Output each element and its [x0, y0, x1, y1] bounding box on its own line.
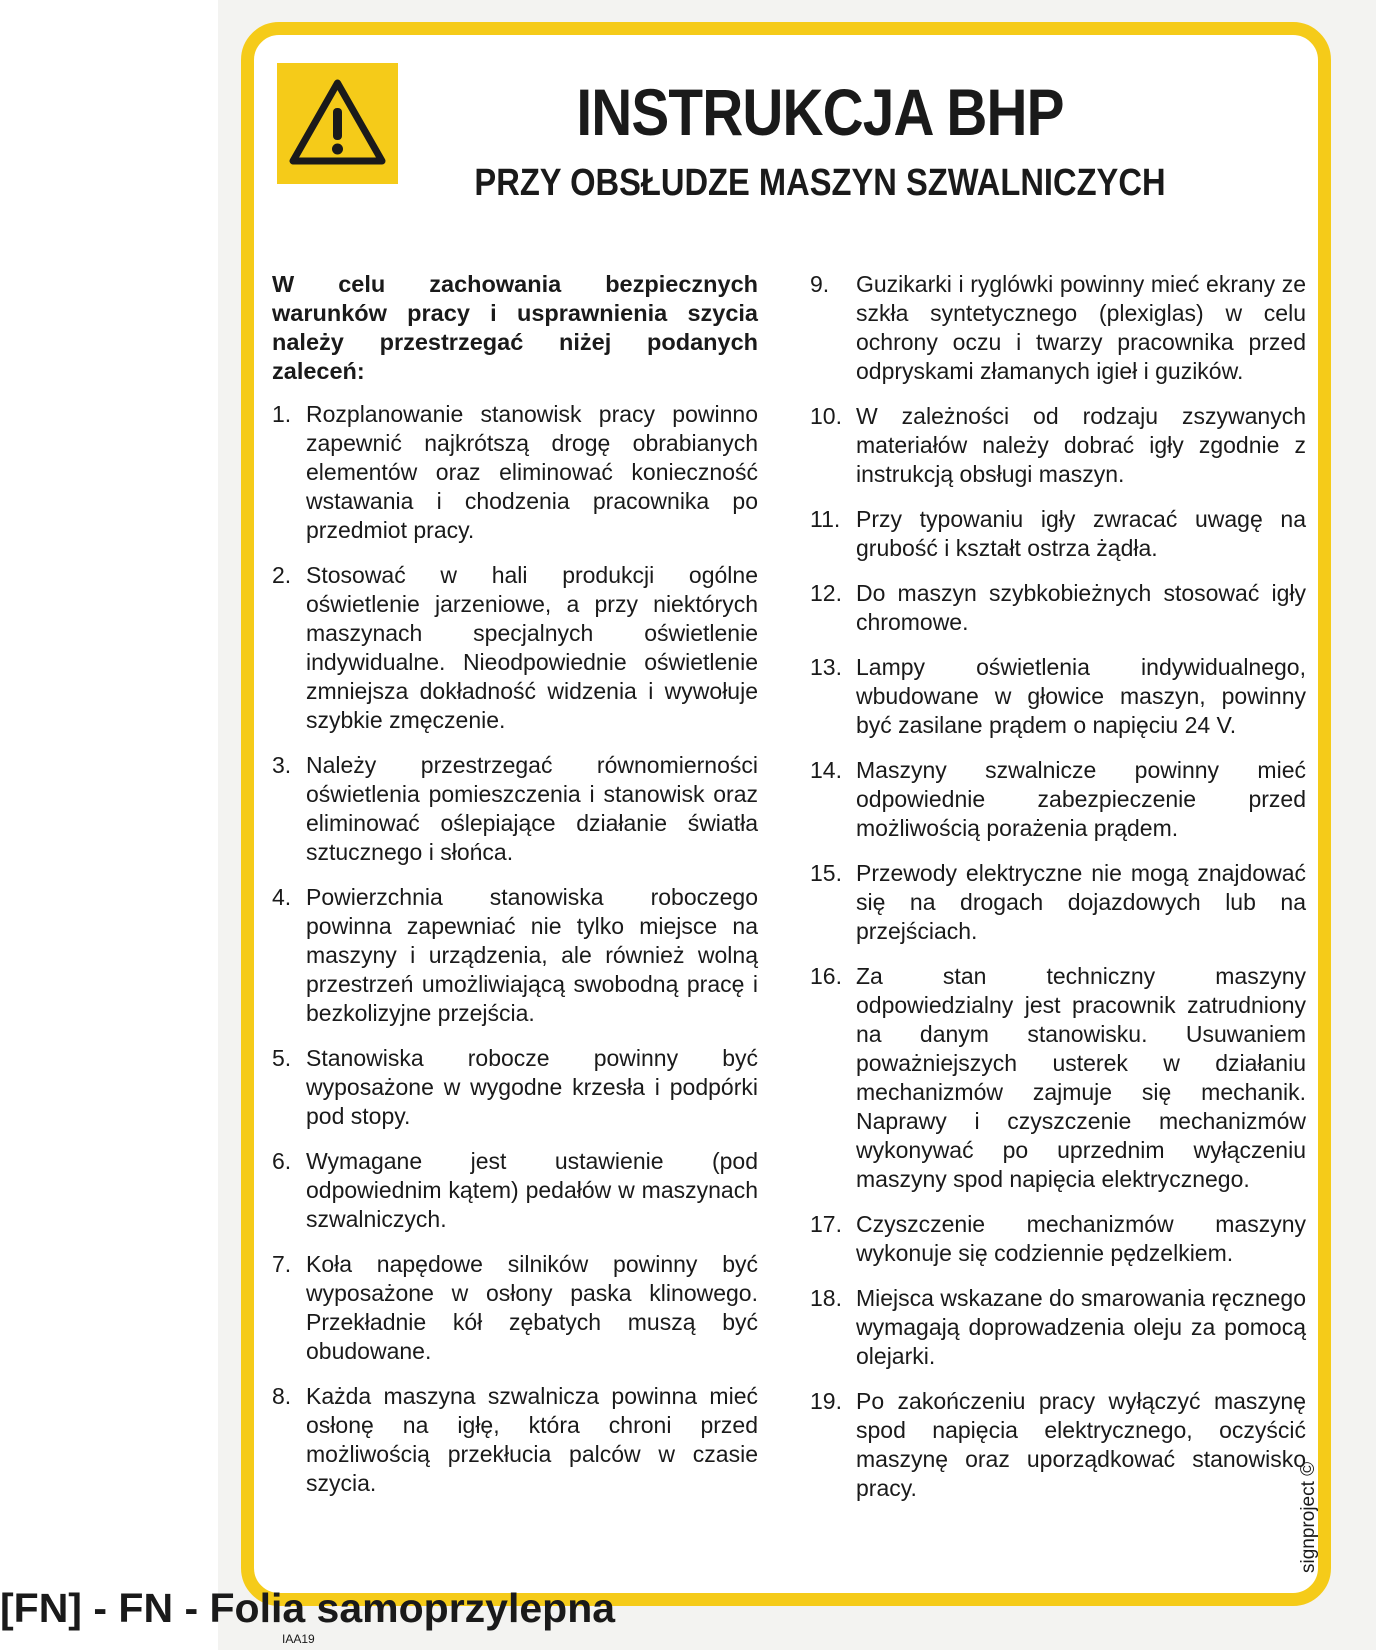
item-text: Powierzchnia stanowiska roboczego powinna zapewniać nie tylko miejsce na maszyny i urządzenia, ale również wolną przestrzeń umożliwiającą swobodną pracę i bezkolizyjne przejścia.: [306, 884, 758, 1026]
list-item: [810, 1210, 1306, 1268]
item-number: 12.: [810, 580, 842, 606]
list-item: [810, 579, 1306, 637]
item-number: 13.: [810, 654, 842, 680]
item-text: W zależności od rodzaju zszywanych materiałów należy dobrać igły zgodnie z instrukcją obsługi maszyn.: [856, 403, 1306, 487]
list-item: [272, 1382, 758, 1498]
item-number: 2.: [272, 562, 292, 588]
item-text: Za stan techniczny maszyny odpowiedzialny jest pracownik zatrudniony na danym stanowisku. Usuwaniem poważniejszych usterek w działaniu mechanizmów zajmuje się mechanik. Naprawy i czyszczenie mechanizmów wykonywać po uprzednim wyłączeniu maszyny spod napięcia elektrycznego.: [856, 963, 1306, 1192]
item-text: Koła napędowe silników powinny być wyposażone w osłony paska klinowego. Przekładnie kół zębatych muszą być obudowane.: [306, 1251, 758, 1364]
list-item: [810, 756, 1306, 843]
brand-mark: signproject ©: [1298, 1461, 1319, 1573]
item-number: 8.: [272, 1383, 292, 1409]
product-code: IAA19: [282, 1632, 315, 1646]
sign-subtitle: PRZY OBSŁUDZE MASZYN SZWALNICZYCH: [474, 162, 1166, 204]
list-item: [810, 402, 1306, 489]
warning-triangle-icon: [277, 63, 398, 184]
item-text: Należy przestrzegać równomierności oświetlenia pomieszczenia i stanowisk oraz eliminować oślepiające działanie światła sztucznego i słońca.: [306, 752, 758, 865]
instruction-list-right: [810, 270, 1306, 1503]
list-item: [810, 505, 1306, 563]
list-item: [810, 270, 1306, 386]
item-number: 3.: [272, 752, 292, 778]
list-item: [810, 1284, 1306, 1371]
list-item: [272, 400, 758, 545]
item-number: 5.: [272, 1045, 292, 1071]
list-item: [810, 859, 1306, 946]
item-text: Maszyny szwalnicze powinny mieć odpowiednie zabezpieczenie przed możliwością porażenia prądem.: [856, 757, 1306, 841]
item-number: 6.: [272, 1148, 292, 1174]
item-text: Wymagane jest ustawienie (pod odpowiednim kątem) pedałów w maszynach szwalniczych.: [306, 1148, 758, 1232]
list-item: [810, 1387, 1306, 1503]
item-number: 9.: [810, 271, 830, 297]
item-number: 18.: [810, 1285, 842, 1311]
page-margin: [0, 0, 218, 1650]
list-item: [272, 561, 758, 735]
item-number: 19.: [810, 1388, 842, 1414]
item-number: 16.: [810, 963, 842, 989]
item-text: Guzikarki i ryglówki powinny mieć ekrany ze szkła syntetycznego (plexiglas) w celu ochrony oczu i twarzy pracownika przed odpryskami złamanych igieł i guzików.: [856, 271, 1306, 384]
item-text: Stanowiska robocze powinny być wyposażone w wygodne krzesła i podpórki pod stopy.: [306, 1045, 758, 1129]
item-number: 7.: [272, 1251, 292, 1277]
instruction-list-left: [272, 400, 758, 1498]
item-number: 10.: [810, 403, 842, 429]
item-text: Miejsca wskazane do smarowania ręcznego wymagają doprowadzenia oleju za pomocą olejarki.: [856, 1285, 1306, 1369]
item-text: Czyszczenie mechanizmów maszyny wykonuje się codziennie pędzelkiem.: [856, 1211, 1306, 1266]
list-item: [272, 751, 758, 867]
sign-title: INSTRUKCJA BHP: [576, 75, 1064, 149]
left-column: [272, 270, 758, 1514]
product-label: [FN] - FN - Folia samoprzylepna: [0, 1585, 616, 1631]
item-text: Po zakończeniu pracy wyłączyć maszynę spod napięcia elektrycznego, oczyścić maszynę oraz uporządkować stanowisko pracy.: [856, 1388, 1306, 1501]
item-text: Przy typowaniu igły zwracać uwagę na grubość i kształt ostrza żądła.: [856, 506, 1306, 561]
item-number: 1.: [272, 401, 292, 427]
item-text: Rozplanowanie stanowisk pracy powinno zapewnić najkrótszą drogę obrabianych elementów oraz eliminować konieczność wstawania i chodzenia pracownika po przedmiot pracy.: [306, 401, 758, 543]
item-number: 4.: [272, 884, 292, 910]
list-item: [810, 962, 1306, 1194]
item-text: Przewody elektryczne nie mogą znajdować się na drogach dojazdowych lub na przejściach.: [856, 860, 1306, 944]
list-item: [272, 1250, 758, 1366]
intro-text: W celu zachowania bezpiecznych warunków pracy i usprawnienia szycia należy przestrzegać niżej podanych zaleceń:: [272, 271, 758, 384]
item-number: 15.: [810, 860, 842, 886]
list-item: [272, 1147, 758, 1234]
right-column: [810, 270, 1306, 1519]
item-number: 11.: [810, 506, 841, 532]
item-number: 17.: [810, 1211, 842, 1237]
list-item: [810, 653, 1306, 740]
item-text: Do maszyn szybkobieżnych stosować igły chromowe.: [856, 580, 1306, 635]
item-text: Stosować w hali produkcji ogólne oświetlenie jarzeniowe, a przy niektórych maszynach specjalnych oświetlenie indywidualne. Nieodpowiednie oświetlenie zmniejsza dokładność widzenia i wywołuje szybkie zmęczenie.: [306, 562, 758, 733]
item-text: Każda maszyna szwalnicza powinna mieć osłonę na igłę, która chroni przed możliwością przekłucia palców w czasie szycia.: [306, 1383, 758, 1496]
item-number: 14.: [810, 757, 842, 783]
list-item: [272, 883, 758, 1028]
warning-box: [277, 63, 398, 184]
item-text: Lampy oświetlenia indywidualnego, wbudowane w głowice maszyn, powinny być zasilane prądem o napięciu 24 V.: [856, 654, 1306, 738]
list-item: [272, 1044, 758, 1131]
